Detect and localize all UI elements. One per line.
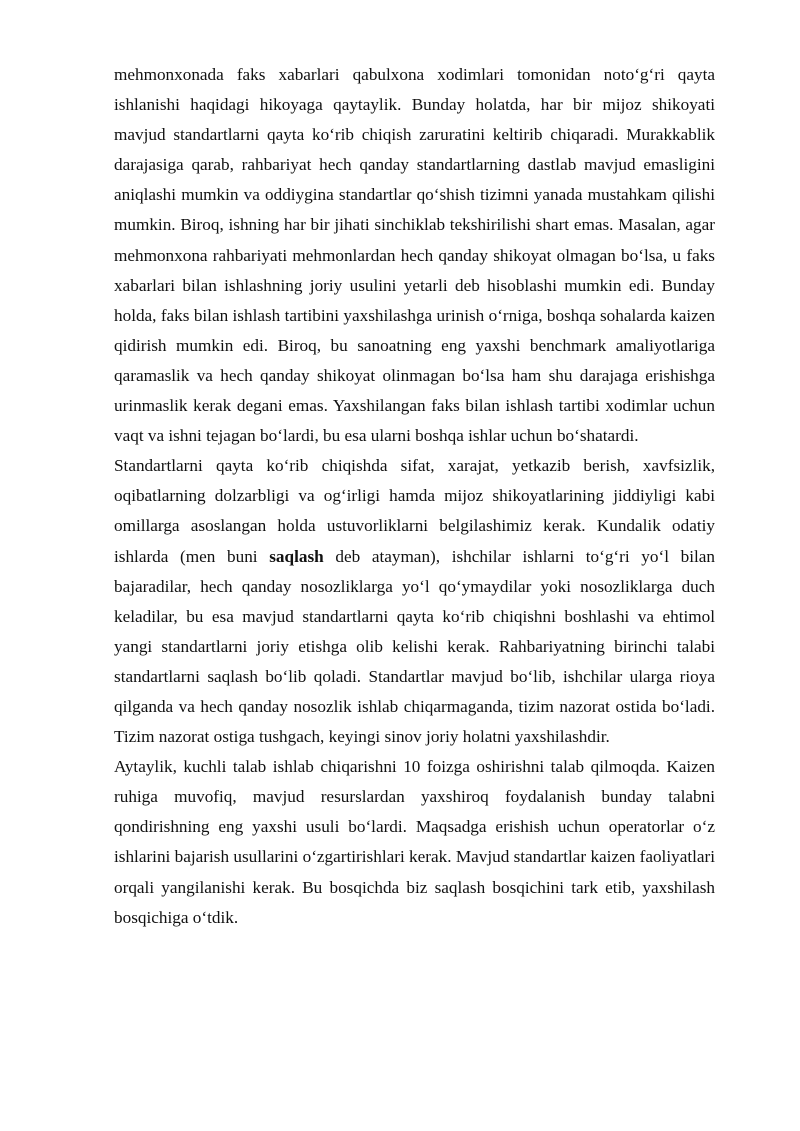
paragraph-text: deb atayman), ishchilar ishlarni to‘g‘ri yo‘l bilan bajaradilar, hech qanday nosozliklarga yo‘l qo‘ymaydilar yoki nosozliklarga duch keladilar, bu esa mavjud standartlarni qayta ko‘rib chiqishni boshlashi va ehtimol yangi standartlarni joriy etishga olib kelishi kerak. Rahbariyatning birinchi talabi standartlarni saqlash bo‘lib qoladi. Standartlar mavjud bo‘lib, ishchilar ularga rioya qilganda va hech qanday nosozlik ishlab chiqarmaganda, tizim nazorat ostida bo‘ladi. Tizim nazorat ostiga tushgach, keyingi sinov joriy holatni yaxshilashdir. [114, 546, 715, 747]
paragraph-text: mehmonxonada faks xabarlari qabulxona xodimlari tomonidan noto‘g‘ri qayta ishlanishi haqidagi hikoyaga qaytaylik. Bunday holatda, har bir mijoz shikoyati mavjud standartlarni qayta ko‘rib chiqish zaruratini keltirib chiqaradi. Murakkablik darajasiga qarab, rahbariyat hech qanday standartlarning dastlab mavjud emasligini aniqlashi mumkin va oddiygina standartlar qo‘shish tizimni yanada mustahkam qilishi mumkin. Biroq, ishning har bir jihati sinchiklab tekshirilishi shart emas. Masalan, agar mehmonxona rahbariyati mehmonlardan hech qanday shikoyat olmagan bo‘lsa, u faks xabarlari bilan ishlashning joriy usulini yetarli deb hisoblashi mumkin edi. Bunday holda, faks bilan ishlash tartibini yaxshilashga urinish o‘rniga, boshqa sohalarda kaizen qidirish mumkin edi. Biroq, bu sanoatning eng yaxshi benchmark amaliyotlariga qaramaslik va hech qanday shikoyat olinmagan bo‘lsa ham shu darajaga erishishga urinmaslik kerak degani emas. Yaxshilangan faks bilan ishlash tartibi xodimlar uchun vaqt va ishni tejagan bo‘lardi, bu esa ularni boshqa ishlar uchun bo‘shatardi. [114, 65, 715, 446]
paragraph-text: Aytaylik, kuchli talab ishlab chiqarishni 10 foizga oshirishni talab qilmoqda. Kaizen ruhiga muvofiq, mavjud resurslardan yaxshiroq foydalanish bunday talabni qondirishning eng yaxshi usuli bo‘lardi. Maqsadga erishish uchun operatorlar o‘z ishlarini bajarish usullarini o‘zgartirishlari kerak. Mavjud standartlar kaizen faoliyatlari orqali yangilanishi kerak. Bu bosqichda biz saqlash bosqichini tark etib, yaxshilash bosqichiga o‘tdik. [114, 757, 715, 927]
paragraph-standards-review [114, 451, 715, 752]
document-body [114, 60, 715, 933]
emphasis-term: saqlash [269, 546, 324, 566]
paragraph-text: Standartlarni qayta ko‘rib chiqishda sifat, xarajat, yetkazib berish, xavfsizlik, oqibatlarning dolzarbligi va og‘irligi hamda mijoz shikoyatlarining jiddiyligi kabi omillarga asoslangan holda ustuvorliklarni belgilashimiz kerak. Kundalik odatiy ishlarda (men buni [114, 456, 715, 566]
paragraph-fax-story [114, 60, 715, 451]
paragraph-demand-increase [114, 752, 715, 933]
